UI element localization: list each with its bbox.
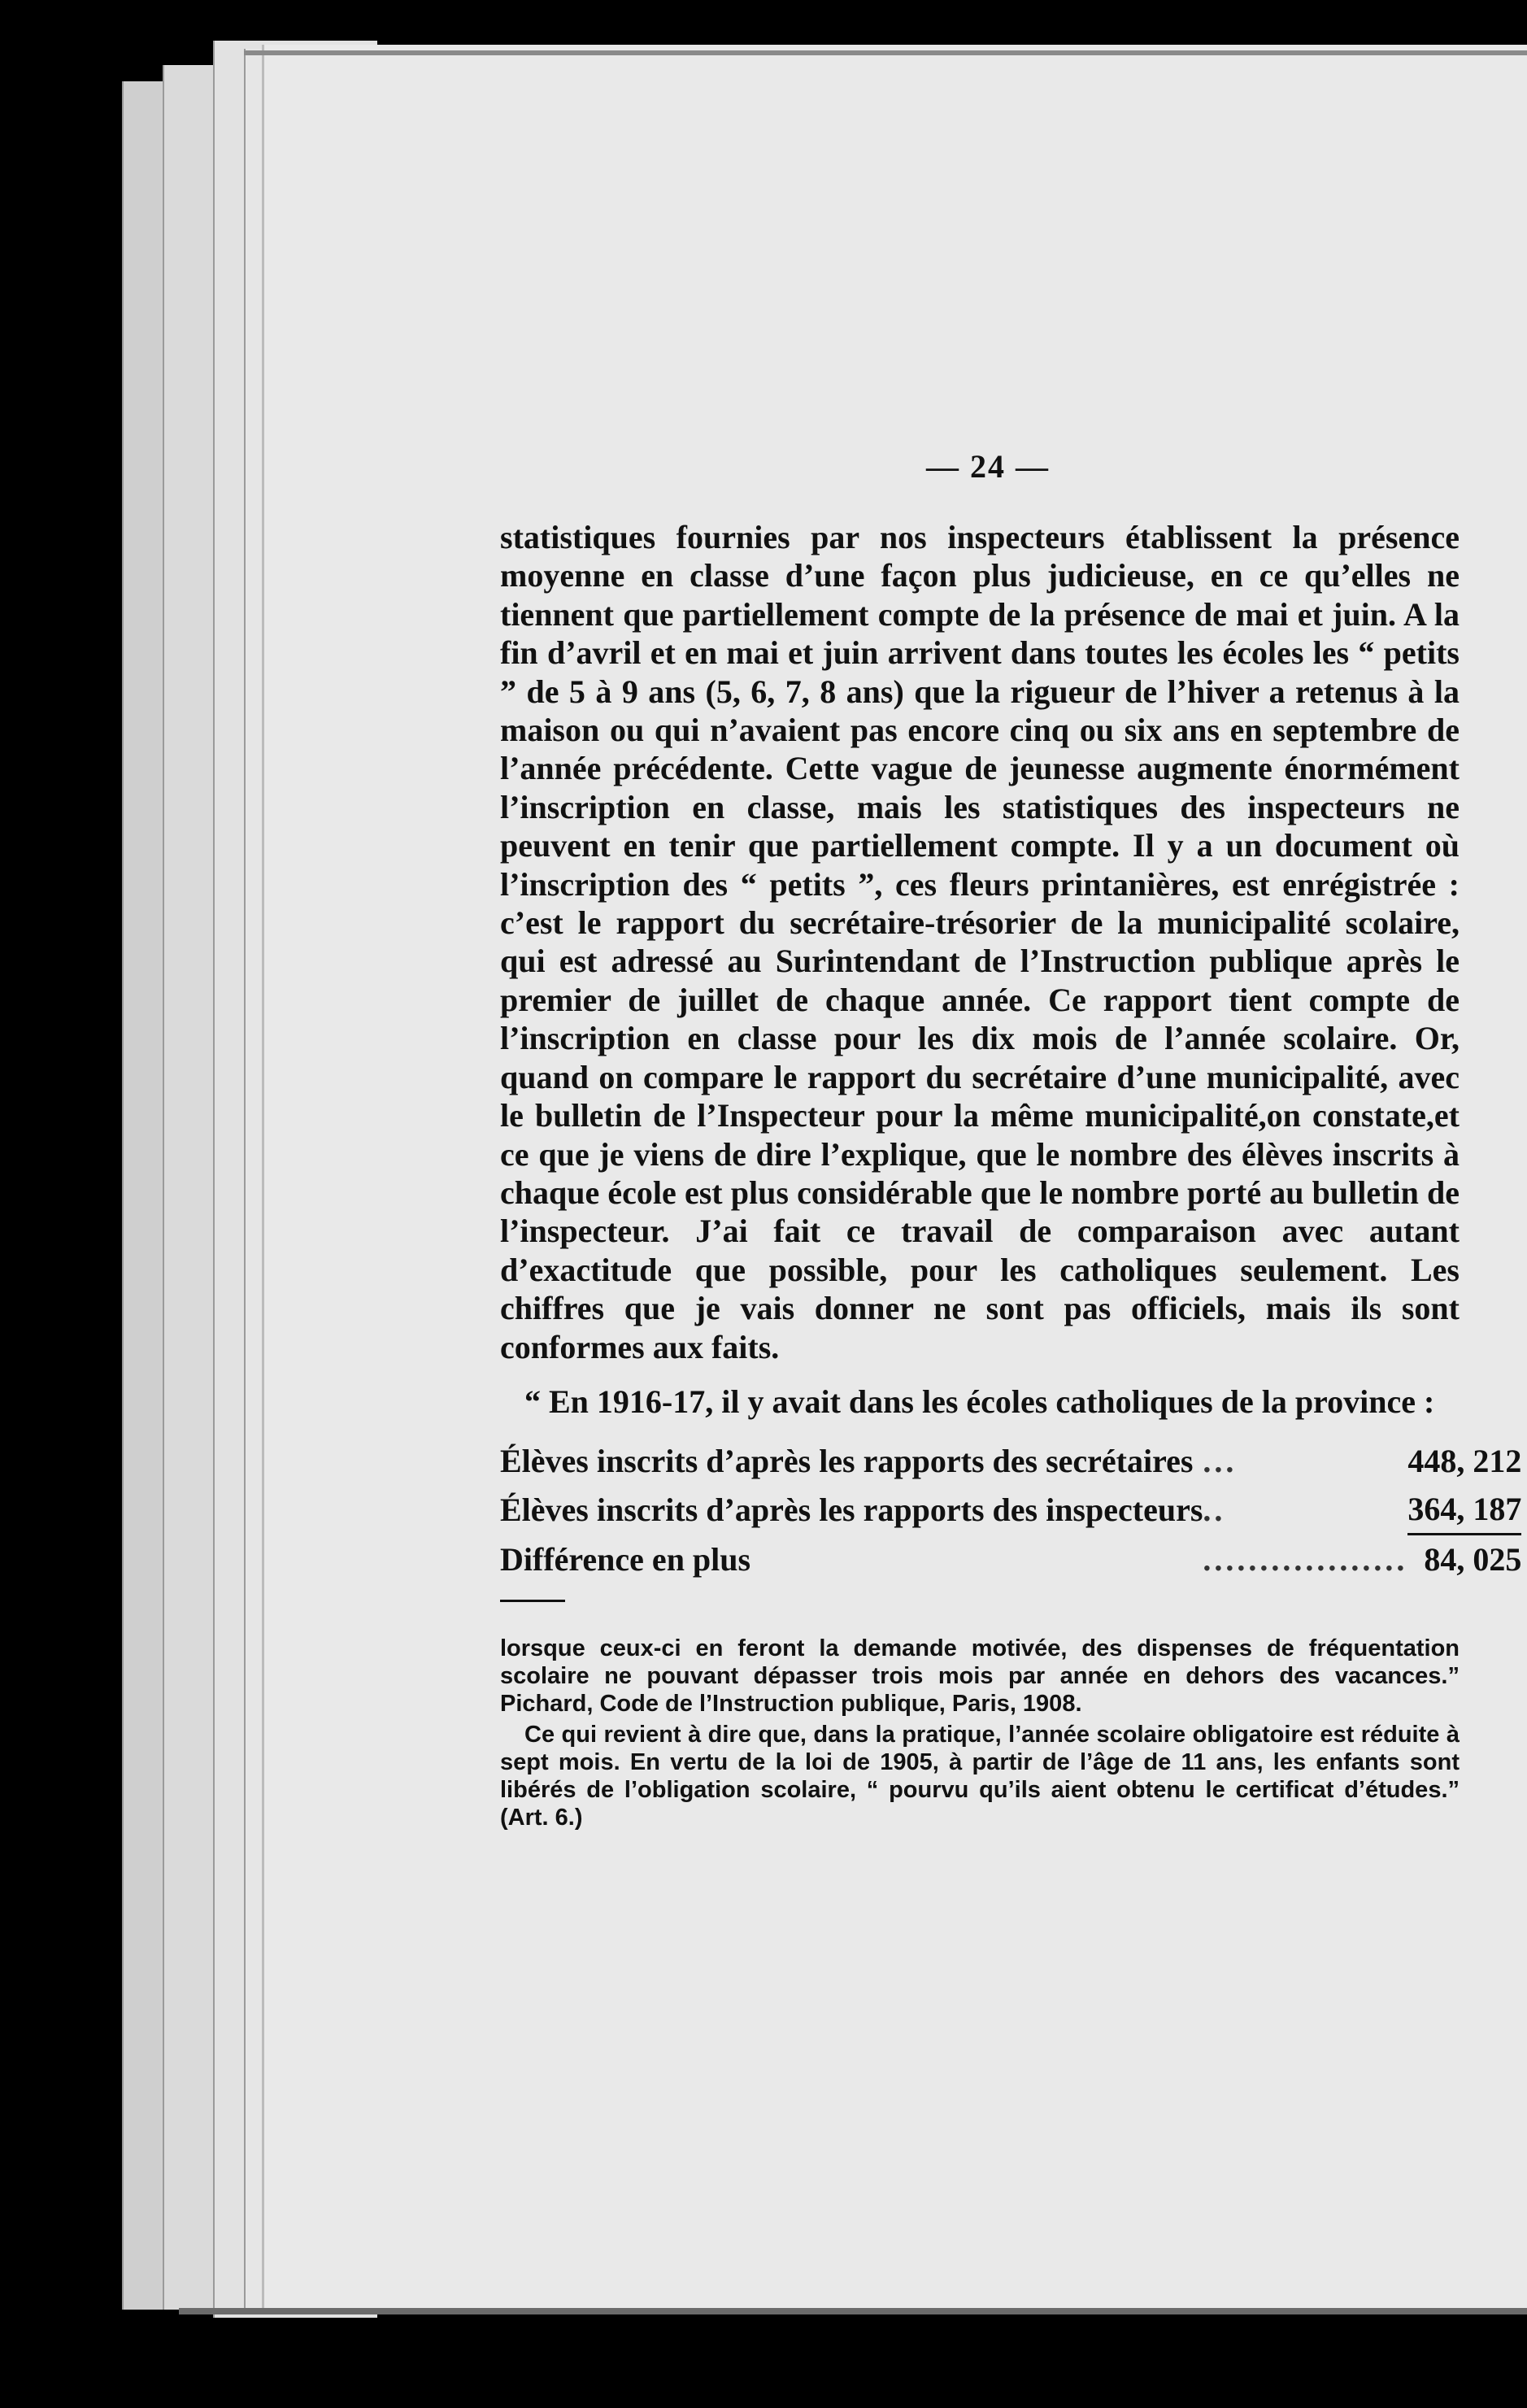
footnote: Ce qui revient à dire que, dans la pratique, l’année scolaire obligatoire est réduite à sept mois. En vertu de la loi de 1905, à partir de l’âge de 11 ans, les enfants sont libérés de l’obligation scolaire, “ pourvu qu’ils aient obtenu le certificat d’études.” (Art. 6.)	[500, 1721, 1460, 1831]
difference-row	[500, 1534, 1521, 1583]
top-border	[244, 50, 1527, 55]
table-row	[500, 1437, 1521, 1485]
difference-label: Différence en plus	[500, 1540, 751, 1578]
body-paragraph: statistiques fournies par nos inspecteurs établissent la présence moyenne en classe d’une façon plus judicieuse, en ce qu’elles ne tiennent que partiellement compte de la présence de mai et juin. A la fin d’avril et en mai et juin arrivent dans toutes les écoles les “ petits ” de 5 à 9 ans (5, 6, 7, 8 ans) que la rigueur de l’hiver a retenus à la maison ou qui n’avaient pas encore cinq ou six ans en septembre de l’année précédente. Cette vague de jeunesse augmente énormément l’inscription en classe, mais les statistiques des inspecteurs ne peuvent en tenir que partiellement compte. Il y a un document où l’inscription des “ petits ”, ces fleurs printanières, est enrégistrée : c’est le rapport du secrétaire-trésorier de la municipalité scolaire, qui est adressé au Surintendant de l’Instruction publique après le premier de juillet de chaque année. Ce rapport tient compte de l’inscription en classe pour les dix mois de l’année scolaire. Or, quand on compare le rapport du secrétaire d’une municipalité, avec le bulletin de l’Inspecteur pour la même municipalité,on constate,et ce que je viens de dire l’explique, que le nombre des élèves inscrits à chaque école est plus considérable que le nombre porté au bulletin de l’inspecteur. J’ai fait ce travail de comparaison avec autant d’exactitude que possible, pour les catholiques seulement. Les chiffres que je vais donner ne sont pas officiels, mais ils sont conformes aux faits.	[500, 519, 1460, 1365]
page-content	[500, 447, 1522, 1831]
row-value: 448, 212	[1407, 1442, 1522, 1479]
page-number: — 24 —	[926, 448, 1050, 485]
row-label: Élèves inscrits d’après les rapports des secrétaires	[500, 1442, 1194, 1479]
difference-value: 84, 025	[1407, 1534, 1521, 1583]
bottom-border	[179, 2308, 1527, 2314]
footnote: lorsque ceux-ci en feront la demande motivée, des dispenses de fréquentation scolaire ne pouvant dépasser trois mois par année en dehors des vacances.” Pichard, Code de l’Instruction publique, Paris, 1908.	[500, 1635, 1460, 1717]
footnote-rule	[500, 1600, 565, 1602]
leader-dots: ..................	[1203, 1540, 1408, 1578]
enrollment-table	[500, 1437, 1521, 1583]
leader-dots: ..	[1203, 1491, 1226, 1529]
row-label: Élèves inscrits d’après les rapports des inspecteurs	[500, 1491, 1203, 1529]
footnotes	[500, 1635, 1460, 1831]
quote-intro: “ En 1916-17, il y avait dans les écoles catholiques de la province :	[524, 1383, 1435, 1420]
leader-dots: ...	[1203, 1442, 1238, 1479]
table-row	[500, 1485, 1521, 1535]
row-value: 364, 187	[1407, 1490, 1522, 1527]
